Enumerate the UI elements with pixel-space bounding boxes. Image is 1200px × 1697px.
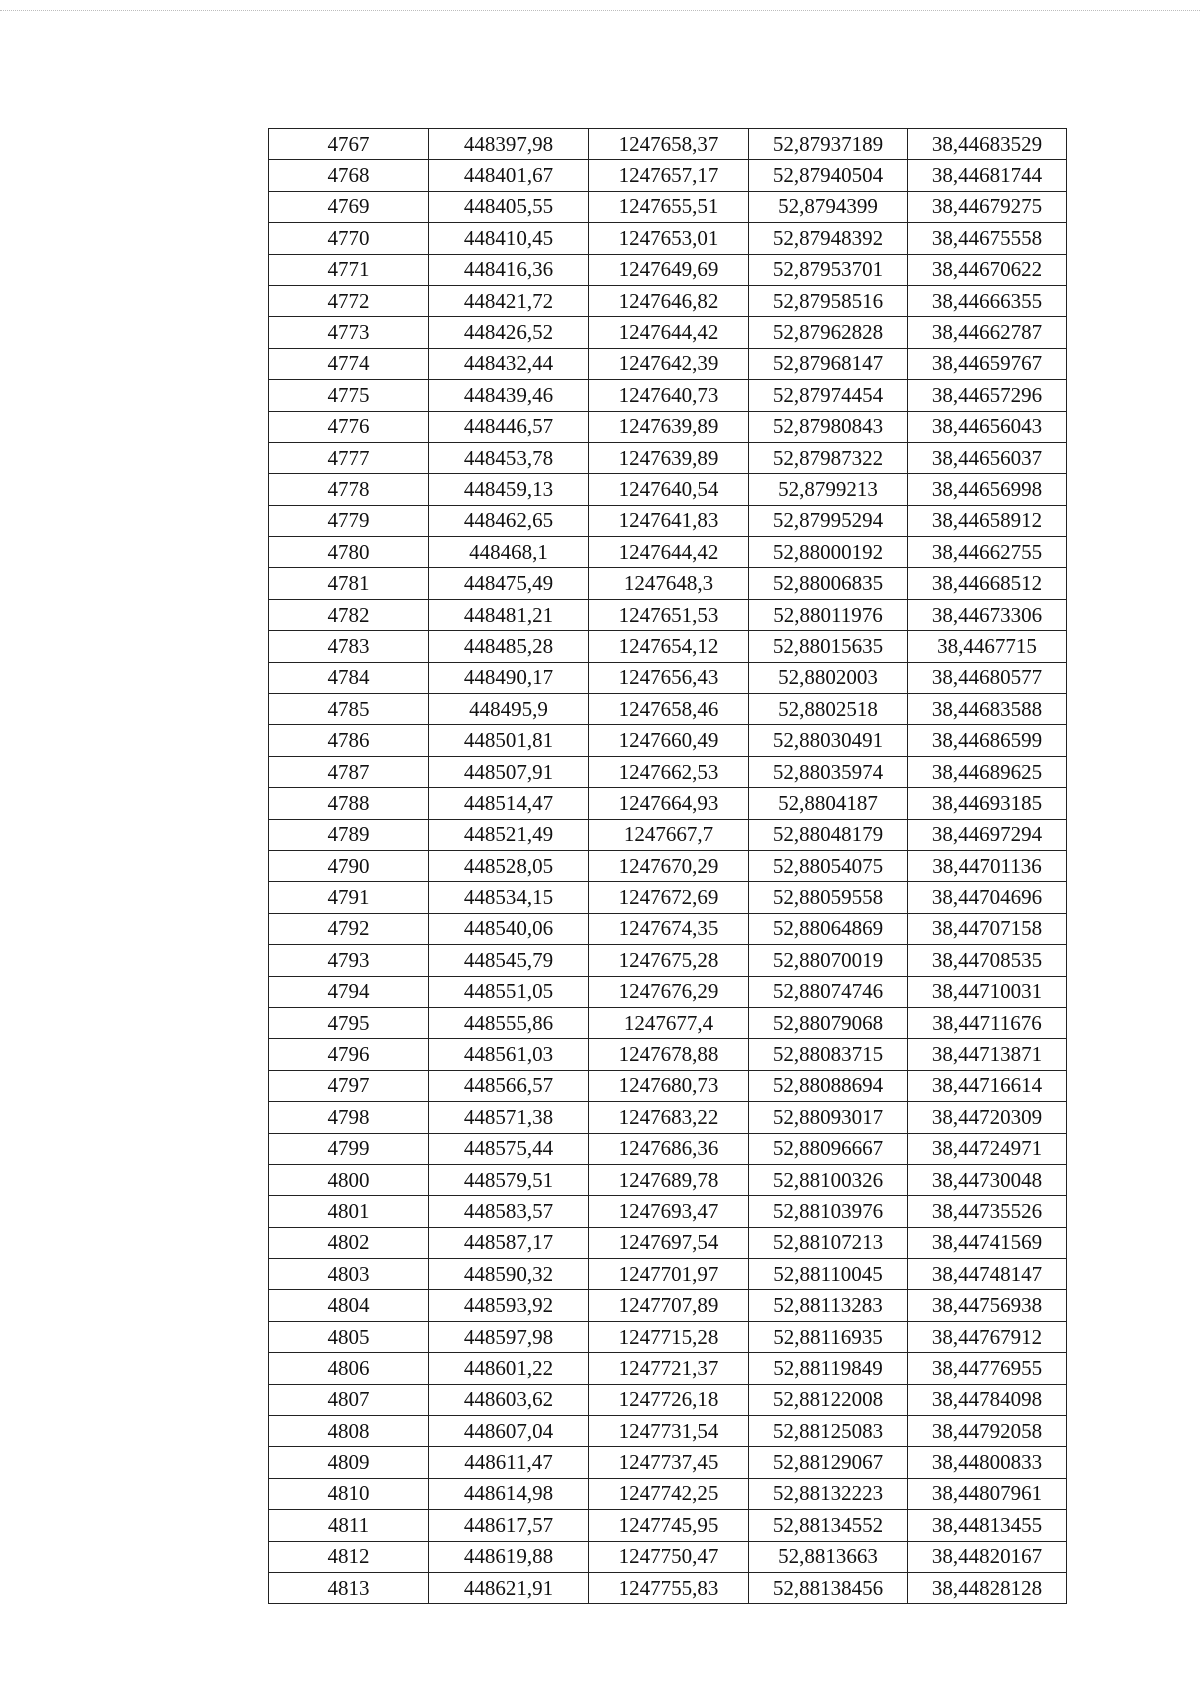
y-coordinate-cell: 1247683,22 [589,1102,749,1133]
latitude-cell: 52,88074746 [749,976,908,1007]
latitude-cell: 52,87974454 [749,380,908,411]
longitude-cell: 38,44683529 [908,129,1067,160]
longitude-cell: 38,44693185 [908,788,1067,819]
table-row [269,129,1067,160]
point-number-cell: 4773 [269,317,429,348]
point-number-cell: 4805 [269,1321,429,1352]
longitude-cell: 38,44807961 [908,1478,1067,1509]
x-coordinate-cell: 448421,72 [429,285,589,316]
point-number-cell: 4808 [269,1416,429,1447]
longitude-cell: 38,44820167 [908,1541,1067,1572]
longitude-cell: 38,44800833 [908,1447,1067,1478]
latitude-cell: 52,88070019 [749,945,908,976]
y-coordinate-cell: 1247707,89 [589,1290,749,1321]
x-coordinate-cell: 448416,36 [429,254,589,285]
longitude-cell: 38,44716614 [908,1070,1067,1101]
latitude-cell: 52,87987322 [749,442,908,473]
point-number-cell: 4789 [269,819,429,850]
latitude-cell: 52,88079068 [749,1007,908,1038]
latitude-cell: 52,88054075 [749,850,908,881]
y-coordinate-cell: 1247667,7 [589,819,749,850]
longitude-cell: 38,44730048 [908,1164,1067,1195]
table-row [269,1353,1067,1384]
longitude-cell: 38,44681744 [908,160,1067,191]
x-coordinate-cell: 448603,62 [429,1384,589,1415]
table-row [269,1541,1067,1572]
table-row [269,662,1067,693]
longitude-cell: 38,44748147 [908,1259,1067,1290]
y-coordinate-cell: 1247644,42 [589,537,749,568]
longitude-cell: 38,44657296 [908,380,1067,411]
point-number-cell: 4810 [269,1478,429,1509]
point-number-cell: 4786 [269,725,429,756]
latitude-cell: 52,87948392 [749,223,908,254]
table-row [269,1196,1067,1227]
x-coordinate-cell: 448593,92 [429,1290,589,1321]
point-number-cell: 4784 [269,662,429,693]
table-row [269,945,1067,976]
y-coordinate-cell: 1247653,01 [589,223,749,254]
y-coordinate-cell: 1247693,47 [589,1196,749,1227]
longitude-cell: 38,44713871 [908,1039,1067,1070]
x-coordinate-cell: 448583,57 [429,1196,589,1227]
x-coordinate-cell: 448607,04 [429,1416,589,1447]
y-coordinate-cell: 1247750,47 [589,1541,749,1572]
y-coordinate-cell: 1247742,25 [589,1478,749,1509]
latitude-cell: 52,88119849 [749,1353,908,1384]
table-row [269,1384,1067,1415]
point-number-cell: 4798 [269,1102,429,1133]
table-row [269,191,1067,222]
table-row [269,442,1067,473]
longitude-cell: 38,44776955 [908,1353,1067,1384]
x-coordinate-cell: 448551,05 [429,976,589,1007]
latitude-cell: 52,88100326 [749,1164,908,1195]
point-number-cell: 4796 [269,1039,429,1070]
x-coordinate-cell: 448397,98 [429,129,589,160]
longitude-cell: 38,44689625 [908,756,1067,787]
table-row [269,694,1067,725]
y-coordinate-cell: 1247640,73 [589,380,749,411]
latitude-cell: 52,88083715 [749,1039,908,1070]
point-number-cell: 4788 [269,788,429,819]
point-number-cell: 4791 [269,882,429,913]
y-coordinate-cell: 1247675,28 [589,945,749,976]
table-row [269,348,1067,379]
latitude-cell: 52,88113283 [749,1290,908,1321]
x-coordinate-cell: 448545,79 [429,945,589,976]
x-coordinate-cell: 448507,91 [429,756,589,787]
table-row [269,756,1067,787]
table-row [269,505,1067,536]
y-coordinate-cell: 1247715,28 [589,1321,749,1352]
y-coordinate-cell: 1247680,73 [589,1070,749,1101]
table-row [269,1164,1067,1195]
point-number-cell: 4792 [269,913,429,944]
latitude-cell: 52,88132223 [749,1478,908,1509]
point-number-cell: 4797 [269,1070,429,1101]
table-row [269,819,1067,850]
x-coordinate-cell: 448617,57 [429,1510,589,1541]
y-coordinate-cell: 1247651,53 [589,599,749,630]
table-row [269,788,1067,819]
x-coordinate-cell: 448566,57 [429,1070,589,1101]
latitude-cell: 52,8813663 [749,1541,908,1572]
longitude-cell: 38,44683588 [908,694,1067,725]
latitude-cell: 52,88064869 [749,913,908,944]
y-coordinate-cell: 1247670,29 [589,850,749,881]
latitude-cell: 52,8802518 [749,694,908,725]
longitude-cell: 38,44735526 [908,1196,1067,1227]
longitude-cell: 38,44668512 [908,568,1067,599]
table-row [269,380,1067,411]
y-coordinate-cell: 1247701,97 [589,1259,749,1290]
longitude-cell: 38,44670622 [908,254,1067,285]
coordinate-table-body [269,129,1067,1604]
table-row [269,254,1067,285]
point-number-cell: 4785 [269,694,429,725]
x-coordinate-cell: 448401,67 [429,160,589,191]
point-number-cell: 4779 [269,505,429,536]
longitude-cell: 38,44656998 [908,474,1067,505]
table-row [269,1321,1067,1352]
table-row [269,599,1067,630]
y-coordinate-cell: 1247676,29 [589,976,749,1007]
point-number-cell: 4778 [269,474,429,505]
longitude-cell: 38,44673306 [908,599,1067,630]
y-coordinate-cell: 1247737,45 [589,1447,749,1478]
point-number-cell: 4780 [269,537,429,568]
y-coordinate-cell: 1247649,69 [589,254,749,285]
latitude-cell: 52,8799213 [749,474,908,505]
coordinate-table [268,128,1067,1604]
longitude-cell: 38,44741569 [908,1227,1067,1258]
table-row [269,913,1067,944]
x-coordinate-cell: 448446,57 [429,411,589,442]
point-number-cell: 4776 [269,411,429,442]
table-row [269,1447,1067,1478]
y-coordinate-cell: 1247755,83 [589,1572,749,1603]
point-number-cell: 4806 [269,1353,429,1384]
y-coordinate-cell: 1247640,54 [589,474,749,505]
y-coordinate-cell: 1247658,46 [589,694,749,725]
latitude-cell: 52,88035974 [749,756,908,787]
x-coordinate-cell: 448426,52 [429,317,589,348]
table-row [269,850,1067,881]
y-coordinate-cell: 1247672,69 [589,882,749,913]
y-coordinate-cell: 1247654,12 [589,631,749,662]
table-row [269,160,1067,191]
latitude-cell: 52,88030491 [749,725,908,756]
table-row [269,1416,1067,1447]
longitude-cell: 38,44701136 [908,850,1067,881]
longitude-cell: 38,44662787 [908,317,1067,348]
x-coordinate-cell: 448614,98 [429,1478,589,1509]
y-coordinate-cell: 1247657,17 [589,160,749,191]
y-coordinate-cell: 1247689,78 [589,1164,749,1195]
scan-edge-line [0,10,1200,11]
table-row [269,1070,1067,1101]
latitude-cell: 52,87937189 [749,129,908,160]
table-row [269,1572,1067,1603]
latitude-cell: 52,88122008 [749,1384,908,1415]
latitude-cell: 52,88138456 [749,1572,908,1603]
point-number-cell: 4801 [269,1196,429,1227]
x-coordinate-cell: 448561,03 [429,1039,589,1070]
y-coordinate-cell: 1247655,51 [589,191,749,222]
point-number-cell: 4787 [269,756,429,787]
latitude-cell: 52,88059558 [749,882,908,913]
point-number-cell: 4770 [269,223,429,254]
latitude-cell: 52,88134552 [749,1510,908,1541]
latitude-cell: 52,88096667 [749,1133,908,1164]
table-row [269,631,1067,662]
longitude-cell: 38,4467715 [908,631,1067,662]
latitude-cell: 52,88103976 [749,1196,908,1227]
point-number-cell: 4781 [269,568,429,599]
y-coordinate-cell: 1247648,3 [589,568,749,599]
longitude-cell: 38,44710031 [908,976,1067,1007]
table-row [269,411,1067,442]
point-number-cell: 4771 [269,254,429,285]
x-coordinate-cell: 448495,9 [429,694,589,725]
y-coordinate-cell: 1247646,82 [589,285,749,316]
longitude-cell: 38,44679275 [908,191,1067,222]
point-number-cell: 4768 [269,160,429,191]
x-coordinate-cell: 448601,22 [429,1353,589,1384]
table-row [269,1039,1067,1070]
table-row [269,223,1067,254]
x-coordinate-cell: 448459,13 [429,474,589,505]
point-number-cell: 4799 [269,1133,429,1164]
point-number-cell: 4809 [269,1447,429,1478]
latitude-cell: 52,88088694 [749,1070,908,1101]
longitude-cell: 38,44656043 [908,411,1067,442]
point-number-cell: 4794 [269,976,429,1007]
latitude-cell: 52,87995294 [749,505,908,536]
latitude-cell: 52,87962828 [749,317,908,348]
x-coordinate-cell: 448485,28 [429,631,589,662]
latitude-cell: 52,87980843 [749,411,908,442]
x-coordinate-cell: 448619,88 [429,1541,589,1572]
y-coordinate-cell: 1247642,39 [589,348,749,379]
x-coordinate-cell: 448621,91 [429,1572,589,1603]
latitude-cell: 52,87940504 [749,160,908,191]
longitude-cell: 38,44828128 [908,1572,1067,1603]
latitude-cell: 52,88129067 [749,1447,908,1478]
point-number-cell: 4782 [269,599,429,630]
table-row [269,537,1067,568]
latitude-cell: 52,88110045 [749,1259,908,1290]
latitude-cell: 52,8804187 [749,788,908,819]
point-number-cell: 4802 [269,1227,429,1258]
y-coordinate-cell: 1247662,53 [589,756,749,787]
table-row [269,1007,1067,1038]
point-number-cell: 4803 [269,1259,429,1290]
y-coordinate-cell: 1247678,88 [589,1039,749,1070]
y-coordinate-cell: 1247726,18 [589,1384,749,1415]
y-coordinate-cell: 1247677,4 [589,1007,749,1038]
y-coordinate-cell: 1247641,83 [589,505,749,536]
point-number-cell: 4812 [269,1541,429,1572]
latitude-cell: 52,8802003 [749,662,908,693]
x-coordinate-cell: 448575,44 [429,1133,589,1164]
point-number-cell: 4790 [269,850,429,881]
longitude-cell: 38,44707158 [908,913,1067,944]
table-row [269,1478,1067,1509]
table-row [269,725,1067,756]
longitude-cell: 38,44656037 [908,442,1067,473]
x-coordinate-cell: 448462,65 [429,505,589,536]
latitude-cell: 52,88048179 [749,819,908,850]
latitude-cell: 52,8794399 [749,191,908,222]
x-coordinate-cell: 448587,17 [429,1227,589,1258]
table-row [269,976,1067,1007]
table-row [269,882,1067,913]
latitude-cell: 52,88015635 [749,631,908,662]
point-number-cell: 4767 [269,129,429,160]
y-coordinate-cell: 1247721,37 [589,1353,749,1384]
y-coordinate-cell: 1247674,35 [589,913,749,944]
latitude-cell: 52,87958516 [749,285,908,316]
x-coordinate-cell: 448555,86 [429,1007,589,1038]
y-coordinate-cell: 1247660,49 [589,725,749,756]
latitude-cell: 52,88116935 [749,1321,908,1352]
x-coordinate-cell: 448439,46 [429,380,589,411]
y-coordinate-cell: 1247639,89 [589,442,749,473]
longitude-cell: 38,44711676 [908,1007,1067,1038]
x-coordinate-cell: 448432,44 [429,348,589,379]
table-row [269,1259,1067,1290]
x-coordinate-cell: 448468,1 [429,537,589,568]
coordinate-table-container [268,128,1066,1604]
table-row [269,285,1067,316]
point-number-cell: 4811 [269,1510,429,1541]
y-coordinate-cell: 1247745,95 [589,1510,749,1541]
longitude-cell: 38,44675558 [908,223,1067,254]
point-number-cell: 4800 [269,1164,429,1195]
table-row [269,1227,1067,1258]
latitude-cell: 52,88006835 [749,568,908,599]
x-coordinate-cell: 448521,49 [429,819,589,850]
longitude-cell: 38,44784098 [908,1384,1067,1415]
table-row [269,568,1067,599]
x-coordinate-cell: 448540,06 [429,913,589,944]
x-coordinate-cell: 448501,81 [429,725,589,756]
point-number-cell: 4777 [269,442,429,473]
x-coordinate-cell: 448571,38 [429,1102,589,1133]
x-coordinate-cell: 448534,15 [429,882,589,913]
table-row [269,1510,1067,1541]
longitude-cell: 38,44659767 [908,348,1067,379]
y-coordinate-cell: 1247731,54 [589,1416,749,1447]
table-row [269,1290,1067,1321]
longitude-cell: 38,44697294 [908,819,1067,850]
latitude-cell: 52,87968147 [749,348,908,379]
latitude-cell: 52,88011976 [749,599,908,630]
y-coordinate-cell: 1247644,42 [589,317,749,348]
longitude-cell: 38,44720309 [908,1102,1067,1133]
y-coordinate-cell: 1247686,36 [589,1133,749,1164]
point-number-cell: 4772 [269,285,429,316]
table-row [269,1102,1067,1133]
table-row [269,317,1067,348]
point-number-cell: 4813 [269,1572,429,1603]
longitude-cell: 38,44704696 [908,882,1067,913]
x-coordinate-cell: 448590,32 [429,1259,589,1290]
x-coordinate-cell: 448579,51 [429,1164,589,1195]
y-coordinate-cell: 1247639,89 [589,411,749,442]
point-number-cell: 4795 [269,1007,429,1038]
latitude-cell: 52,88107213 [749,1227,908,1258]
x-coordinate-cell: 448490,17 [429,662,589,693]
x-coordinate-cell: 448475,49 [429,568,589,599]
longitude-cell: 38,44708535 [908,945,1067,976]
longitude-cell: 38,44662755 [908,537,1067,568]
longitude-cell: 38,44680577 [908,662,1067,693]
point-number-cell: 4774 [269,348,429,379]
x-coordinate-cell: 448481,21 [429,599,589,630]
x-coordinate-cell: 448453,78 [429,442,589,473]
point-number-cell: 4769 [269,191,429,222]
longitude-cell: 38,44666355 [908,285,1067,316]
y-coordinate-cell: 1247697,54 [589,1227,749,1258]
longitude-cell: 38,44686599 [908,725,1067,756]
y-coordinate-cell: 1247656,43 [589,662,749,693]
longitude-cell: 38,44792058 [908,1416,1067,1447]
x-coordinate-cell: 448611,47 [429,1447,589,1478]
x-coordinate-cell: 448405,55 [429,191,589,222]
point-number-cell: 4775 [269,380,429,411]
latitude-cell: 52,88125083 [749,1416,908,1447]
point-number-cell: 4783 [269,631,429,662]
longitude-cell: 38,44724971 [908,1133,1067,1164]
longitude-cell: 38,44767912 [908,1321,1067,1352]
latitude-cell: 52,88093017 [749,1102,908,1133]
y-coordinate-cell: 1247658,37 [589,129,749,160]
x-coordinate-cell: 448410,45 [429,223,589,254]
longitude-cell: 38,44658912 [908,505,1067,536]
table-row [269,1133,1067,1164]
x-coordinate-cell: 448597,98 [429,1321,589,1352]
table-row [269,474,1067,505]
longitude-cell: 38,44813455 [908,1510,1067,1541]
x-coordinate-cell: 448514,47 [429,788,589,819]
latitude-cell: 52,88000192 [749,537,908,568]
point-number-cell: 4807 [269,1384,429,1415]
point-number-cell: 4793 [269,945,429,976]
point-number-cell: 4804 [269,1290,429,1321]
y-coordinate-cell: 1247664,93 [589,788,749,819]
latitude-cell: 52,87953701 [749,254,908,285]
longitude-cell: 38,44756938 [908,1290,1067,1321]
x-coordinate-cell: 448528,05 [429,850,589,881]
